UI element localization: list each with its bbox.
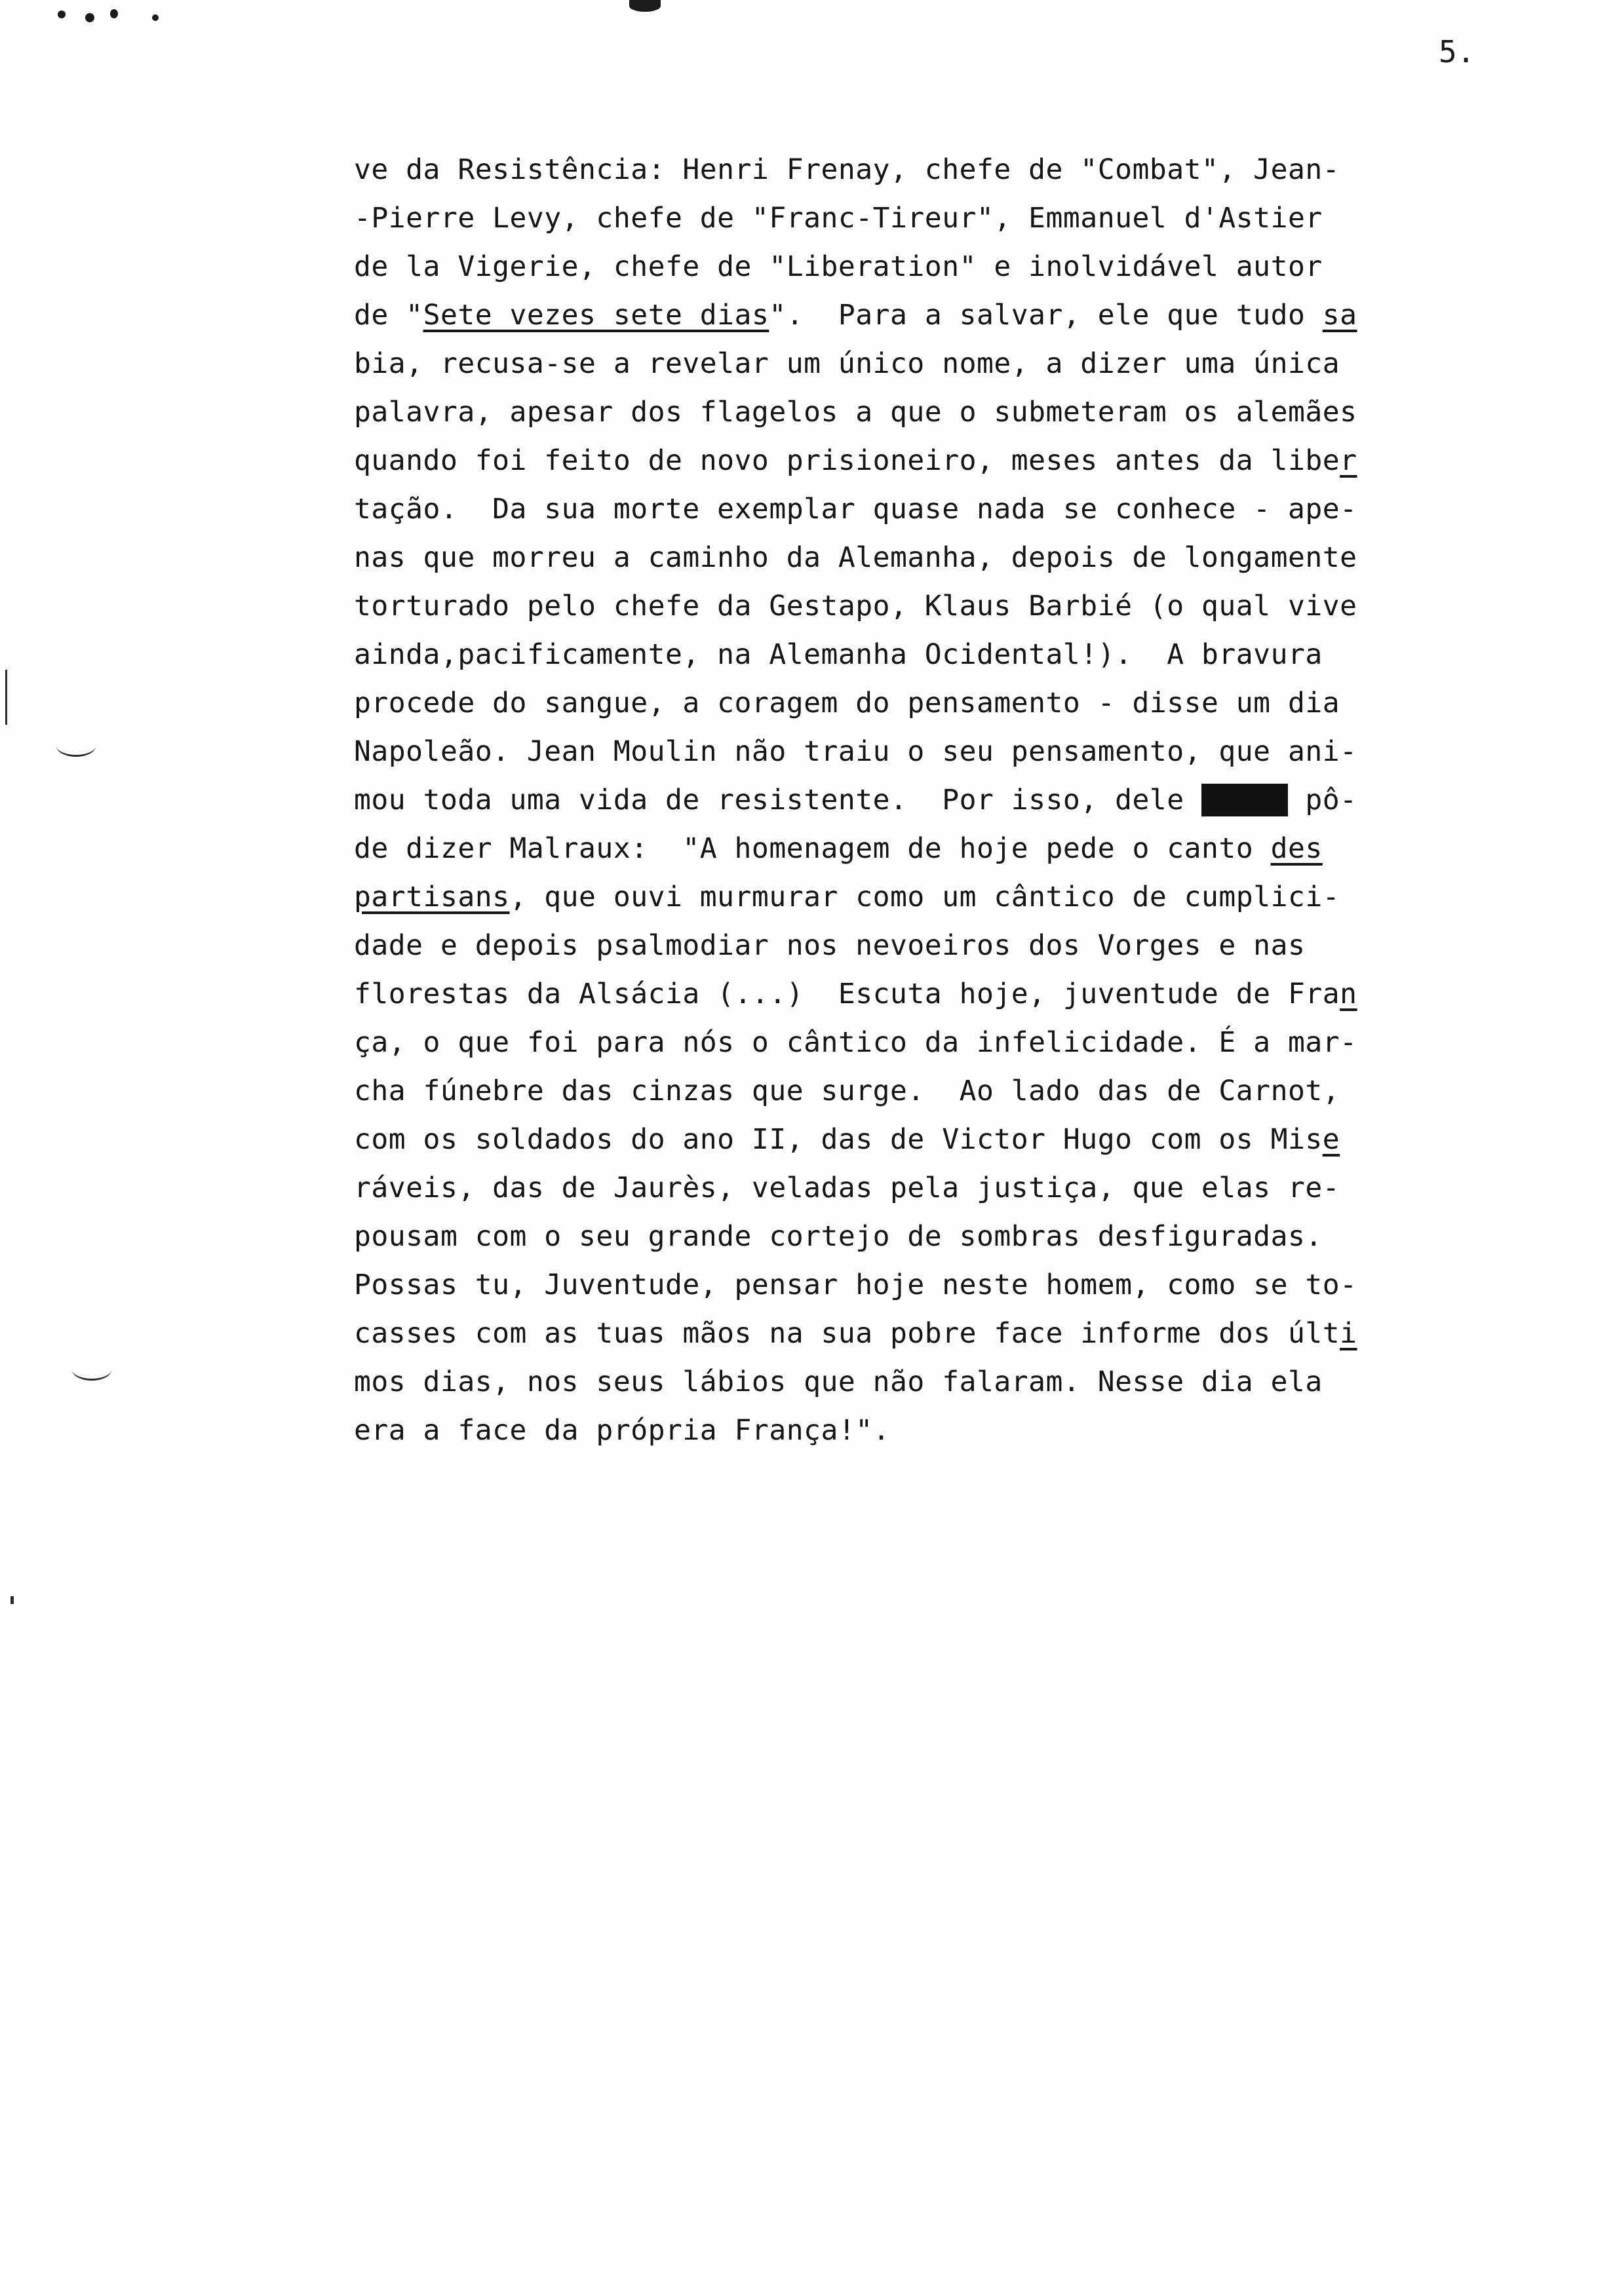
text-line: ça, o que foi para nós o cântico da infelicidade. É a mar- bbox=[354, 1026, 1357, 1059]
scan-edge-curve bbox=[72, 1359, 111, 1381]
text-line: bia, recusa-se a revelar um único nome, a dizer uma única bbox=[354, 347, 1340, 380]
page-number: 5. bbox=[1439, 34, 1475, 69]
text-line: de dizer Malraux: "A homenagem de hoje pede o canto des bbox=[354, 832, 1323, 865]
text-line: nas que morreu a caminho da Alemanha, depois de longamente bbox=[354, 541, 1357, 574]
text-line: Possas tu, Juventude, pensar hoje neste homem, como se to- bbox=[354, 1269, 1357, 1301]
text-line: torturado pelo chefe da Gestapo, Klaus Barbié (o qual vive bbox=[354, 590, 1357, 622]
text-line: casses com as tuas mãos na sua pobre face informe dos últi bbox=[354, 1317, 1357, 1350]
text-line: -Pierre Levy, chefe de "Franc-Tireur", Emmanuel d'Astier bbox=[354, 202, 1323, 235]
text-line: cha fúnebre das cinzas que surge. Ao lado das de Carnot, bbox=[354, 1075, 1340, 1107]
underlined-title: Sete vezes sete dias bbox=[423, 299, 769, 332]
scan-edge-line bbox=[5, 670, 7, 725]
text-line: de "Sete vezes sete dias". Para a salvar, ele que tudo sa bbox=[354, 299, 1357, 332]
text-line: ve da Resistência: Henri Frenay, chefe de "Combat", Jean- bbox=[354, 153, 1340, 186]
scan-edge-dot bbox=[10, 1596, 14, 1604]
text-line: mou toda uma vida de resistente. Por isso, dele pmmde pô- bbox=[354, 784, 1357, 816]
text-line: florestas da Alsácia (...) Escuta hoje, juventude de Fran bbox=[354, 978, 1357, 1010]
scan-speck bbox=[629, 0, 661, 12]
typed-paragraph bbox=[354, 145, 1599, 1455]
text-line: palavra, apesar dos flagelos a que o submeteram os alemães bbox=[354, 396, 1357, 429]
scan-speck bbox=[110, 9, 118, 18]
scan-speck bbox=[152, 14, 159, 21]
text-line: quando foi feito de novo prisioneiro, meses antes da liber bbox=[354, 444, 1357, 477]
text-line: dade e depois psalmodiar nos nevoeiros dos Vorges e nas bbox=[354, 929, 1306, 962]
scan-speck bbox=[85, 13, 94, 22]
text-line: mos dias, nos seus lábios que não falaram. Nesse dia ela bbox=[354, 1366, 1323, 1398]
text-line: procede do sangue, a coragem do pensamento - disse um dia bbox=[354, 687, 1340, 719]
scan-speck bbox=[58, 10, 66, 18]
scan-edge-curve bbox=[56, 735, 96, 757]
text-line: tação. Da sua morte exemplar quase nada se conhece - ape- bbox=[354, 493, 1357, 526]
text-line: com os soldados do ano II, das de Victor Hugo com os Mise bbox=[354, 1123, 1340, 1156]
text-line: pousam com o seu grande cortejo de sombras desfiguradas. bbox=[354, 1220, 1323, 1253]
text-line: partisans, que ouvi murmurar como um cântico de cumplici- bbox=[354, 881, 1340, 913]
struck-out-word: pmmde bbox=[1201, 784, 1288, 816]
text-line: ráveis, das de Jaurès, veladas pela justiça, que elas re- bbox=[354, 1172, 1340, 1204]
text-line: Napoleão. Jean Moulin não traiu o seu pensamento, que ani- bbox=[354, 735, 1357, 768]
text-line: de la Vigerie, chefe de "Liberation" e inolvidável autor bbox=[354, 250, 1323, 283]
text-line: ainda,pacificamente, na Alemanha Ocidental!). A bravura bbox=[354, 638, 1323, 671]
text-line: era a face da própria França!". bbox=[354, 1414, 891, 1447]
